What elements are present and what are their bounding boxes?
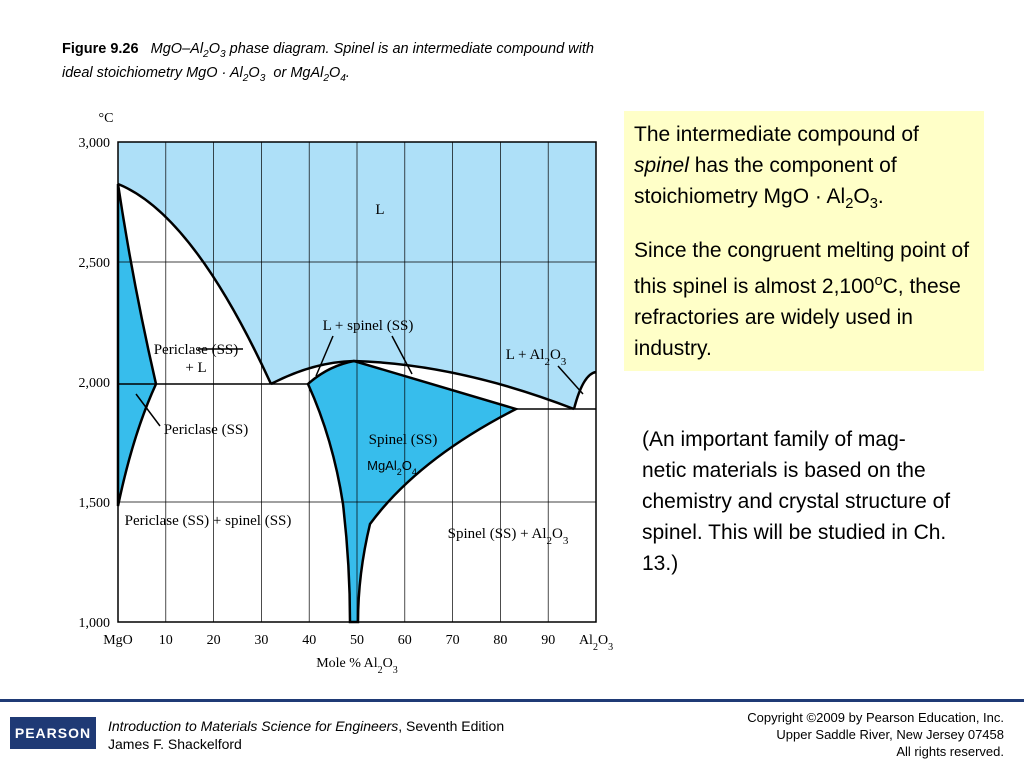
magnetic-materials-note: (An important family of mag- netic materials is based on the chemistry and crystal structure of spinel. This will be studied in Ch. 13.) <box>642 428 951 575</box>
y-tick: 3,000 <box>78 136 110 151</box>
book-title: Introduction to Materials Science for Engineers <box>108 718 399 734</box>
periclase-l-label-2: + L <box>185 360 207 376</box>
spinel-ss-label: Spinel (SS) <box>368 432 438 448</box>
pearson-logo: PEARSON <box>10 717 96 749</box>
x-tick-al2o3: $Al_2O_3$ <box>578 633 614 653</box>
mgal2o4-label: $MgAl_2O_4$ <box>367 458 417 477</box>
periclase-spinel-label: Periclase (SS) + spinel (SS) <box>124 513 292 529</box>
y-axis <box>79 111 114 631</box>
spinel-note-box <box>624 111 984 371</box>
x-axis-label: Mole % $Al_2O_3$ <box>316 656 398 676</box>
figure-caption <box>62 40 602 88</box>
x-tick: 60 <box>397 633 412 648</box>
x-axis <box>103 633 613 676</box>
figure-label: Figure 9.26 <box>62 41 139 57</box>
copyright-line: Upper Saddle River, New Jersey 07458 <box>776 727 1004 742</box>
y-tick: 1,500 <box>78 496 110 511</box>
note-paragraph-1: The intermediate compound of spinel has the component of stoichiometry MgO · $Al_2O_3$. <box>634 123 919 213</box>
note-paragraph-2: Since the congruent melting point of this spinel is almost 2,100$^o$C, these refractories are widely used in industry. <box>634 239 970 361</box>
liquid-label: L <box>375 202 385 218</box>
x-tick: MgO <box>103 633 133 648</box>
y-tick: 2,500 <box>78 256 110 271</box>
x-tick: 40 <box>302 633 317 648</box>
x-tick: 90 <box>541 633 556 648</box>
copyright-line: All rights reserved. <box>896 744 1004 759</box>
y-unit-label: °C <box>98 111 114 126</box>
x-tick: 80 <box>493 633 508 648</box>
book-credit <box>108 717 504 753</box>
x-tick: 20 <box>206 633 221 648</box>
copyright-notice <box>747 709 1004 760</box>
x-tick: 10 <box>158 633 173 648</box>
copyright-line: Copyright ©2009 by Pearson Education, Inc. <box>747 710 1004 725</box>
figure-caption-text: MgO–$Al_2O_3$ phase diagram. Spinel is an intermediate compound with ideal stoichiometry MgO · $Al_2O_3$ or $MgAl_2O_4$. <box>62 41 594 84</box>
book-edition: , Seventh Edition <box>398 718 505 734</box>
x-tick: 70 <box>445 633 460 648</box>
x-tick: 50 <box>350 633 364 648</box>
spinel-al2o3-label: Spinel $(SS) + Al_2O_3$ <box>447 526 569 547</box>
y-tick: 2,000 <box>78 376 110 391</box>
footer-divider <box>0 699 1024 702</box>
periclase-l-label-1: Periclase (SS) <box>153 342 239 358</box>
book-author: James F. Shackelford <box>108 736 242 752</box>
phase-diagram <box>58 104 618 679</box>
y-tick: 1,000 <box>78 616 110 631</box>
l-spinel-label: L + spinel (SS) <box>322 318 414 334</box>
l-al2o3-label: $L + Al_2O_3$ <box>505 347 567 368</box>
periclase-ss-label: Periclase (SS) <box>163 422 249 438</box>
x-tick: 30 <box>254 633 269 648</box>
